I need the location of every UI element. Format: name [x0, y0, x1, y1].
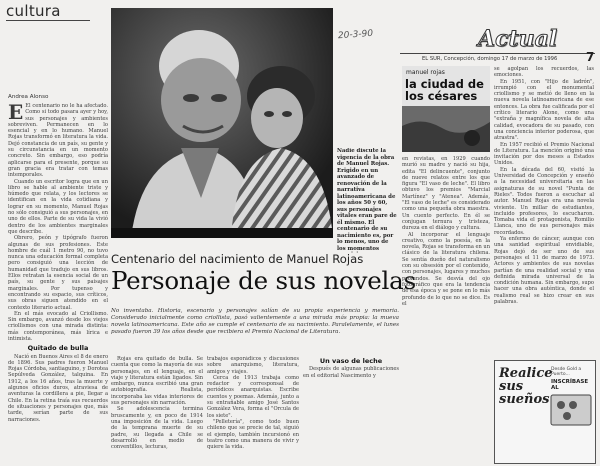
handwritten-note: 20-3-90 [337, 28, 374, 42]
article-column-5 [402, 156, 490, 386]
article-column-3 [207, 356, 299, 464]
subhead: Un vaso de leche [319, 357, 383, 365]
paragraph: Después de algunas publicaciones en el editorial Nascimento y [303, 366, 399, 379]
paragraph: Cerca de 1913 trabaja como redactor y corresponsal de periódicos anarquistas. Escribe cuentos y poemas. Además, junto a su entrañable amigo José Santos González Vera, forma el "Orcula de los siete". [207, 374, 299, 419]
subhead: Quitado de bulla [27, 344, 89, 353]
paragraph: "Pelletería", como todo buen chileno que se precie de tal, siguió el ejemplo, también incursionó en teatro como una manera de vivir y quiere la vida. [207, 418, 299, 451]
ad-line: Desde Gold a Puerto... [551, 367, 582, 377]
photo-caption: Nadie discute la vigencia de la obra de Manuel Rojas. Erigido en un avanzado de renovación de la narrativa latinoamericana de los años 50 y 60, sus personajes vitales eran pare de él mismo. El centenario de su nacimiento es, por lo menos, uno de los momentos [337, 148, 397, 252]
paragraph: En 1951, con "Hijo de ladrón", irrumpió con el monumental criollismo y se metió de lleno en la nueva novela latinoamericana de ese entonces. La obra fue calificada por el crítico literario Alone, como una "extraña y magnífica novela de alta calidad, evocadora de su pasado, con una conciencia interior poderosa, que atrastra". [494, 78, 594, 142]
advertisement [494, 360, 596, 464]
paragraph: Se adolescencia termina bruscamente y, en poco de 1914 una imposición de la vida. Luego de la temprana muerte de su padre, su llegada a Chile se desarrolló en medio de conventillos, lecturas, [111, 406, 203, 451]
headline-title: Personaje de sus novelas [111, 266, 416, 295]
book-author: manuel rojas [406, 69, 445, 76]
article-column-2 [111, 356, 203, 464]
paragraph: en revistas, en 1929 cuando murió su madre y nació su hija, edita "El delincuente", conjunto de nueve relatos entre los que figura "El vaso de leche". El libro obtuvo los premios "Marcial Martínez" y "Atenea". Además, "El vaso de leche" es considerado como una pequeña obra maestra. Un cuento perfecto. En él se conjugan ternura y tristeza, dureza en el diálogo y cultura. [402, 156, 490, 232]
paragraph: En la década del 60, visitó la Universidad de Concepción y enseñó a la necesidad universitaria en las asignaturas de su novel "Punta de Rieles". Todos fueron a escuchar al autor. Manuel Rojas era una novela viviente. Un millar de estudiantes, incluido profesores, lo escucharon. Tomaba vida el protagonista, Romilio Llanca, uno de sus personajes más recordados. [494, 166, 594, 236]
photo-image [111, 8, 333, 238]
paragraph: Rojas era quitado de bulla. Se cuenta que como la mayoría de sus personajes, en el lenguaje, en el viaje y literatura están ligados. Sin embargo, nunca escribió una gran autobiografía. Realista, incorporaba las vidas interiores de sus personajes sin narración. [111, 356, 203, 407]
paragraph: se agolpan los recuerdos, las emociones. [494, 66, 594, 79]
paragraph: trabajos esporádicos y discusiones sobre anarquismo, literatura, amigos y viajes. [207, 356, 299, 375]
paragraph: Cuando un escritor logra que en un libro se hable al ambiente triste y húmedo que relata, y los lectores se identifican en la vida cotidiana y lograr en su momento, Manuel Rojas no sólo consiguió a sus personajes, en uno de ellos. Parte de su vida la vivió dentro de los ambientes marginales que describe. [8, 178, 108, 235]
ad-headline: Realice sus sueños [499, 366, 553, 407]
brand-logo: Actual [478, 26, 558, 52]
drop-cap: E [8, 103, 24, 124]
paragraph: En 1957 recibió el Premio Nacional de Literatura. La mención originó una invitación por dos meses a Estados Unidos. [494, 141, 594, 167]
article-deck: No inventaba. Historia, escenario y personajes salían de su propia experiencia y memoria. Considerado inicialmente como criollista, pasó valientemente a una mirada más propia: la mueva novela latinoamericana. Este año se cumple el centenario de su nacimiento. Paralelamente, el lunes pasado fueron 39 los años desde que recibiera el Premio Nacional de Literatura. [111, 308, 399, 335]
section-label: cultura [6, 2, 61, 20]
lottery-ticket-icon [549, 391, 593, 431]
page-number: 7 [586, 50, 595, 64]
paragraph: Nació en Buenos Aires el 8 de enero de 1896. Sus padres fueron Manuel Rojas Córdoba, santiaguino, y Dorotea Sepúlveda González, talquina. En 1912, a los 16 años, tras la muerte y algunos oficios duros, atraviesa de aventuras la cordillera a pie, llegar a Chile. En la retina traía sus recuerdos de situaciones y personajes que, más tarde, serían parte de sus narraciones. [8, 353, 108, 423]
paragraph: En el más evocado al Criollismo. Sin embargo, avanzó desde los viejos criollismos con una mirada distinta: más contemporánea, más lírica e intimista. [8, 310, 108, 342]
article-column-4 [303, 356, 399, 464]
ad-line: INSCRÍBASE AL [551, 379, 589, 391]
lead-paragraph: E El centenario no le ha afectado. Como si todo pasara ayer y hoy, sus personajes y ambientes sobreviven. Permanecen en lo esencial y en lo humano. Manuel Rojas transformó en literatura la vida. Dejó constancia de un país, su gente y su circunstancia en un momento concreto. Sin embargo, eso podría aplicarse para el presente, porque su gran gracia era tratar con temas intemporales. [8, 103, 108, 179]
paragraph: Obrero, peón y tipógrafo fueron algunas de sus profesiones. Este hombre de cuál 1 metro 90, no tuvo nunca una educación formal completa pero consiguió una lección de humanidad que tradujo en sus libros. Ellos retratan la esencia social de un país, su gente y sus paisajes marginales. Por tupenso y encontrando su espacio, sus críticos, sus obras siguen atendido en el contexto literario actual. [8, 235, 108, 311]
article-column-1 [8, 103, 108, 463]
dateline: EL SUR, Concepción, domingo 17 de marzo de 1996 [422, 56, 558, 62]
paragraph: Al incorporar el lenguaje creativo, como la poesía, en la novela, Rojas se transforma en un clásico de la literatura chilena. Se sentía dueño del naturalismo con su obsesión por el contenido, con personajes, lugares y muchos profundos. Se desvía del ojo fotográfico que era la tendencia de esa época y se pone en lo más profundo de lo que no se dice. Es el [402, 231, 490, 307]
header-rule [6, 20, 90, 21]
portrait-photo [111, 8, 333, 238]
book-title: la ciudad de los césares [405, 77, 484, 103]
author-byline: Andrea Alonso [8, 94, 49, 100]
dateline-rule [400, 53, 595, 54]
book-cover [402, 66, 490, 152]
article-column-6 [494, 66, 594, 356]
headline-kicker: Centenario del nacimiento de Manuel Rojas [111, 252, 364, 266]
paragraph: Ya enfermo de cáncer, aunque con una sanidad espiritual envidiable, Rojas dejó de ser uno de sus personajes el 11 de marzo de 1973. Actores y ambientes de sus novelas partían de una realidad social y una definida mirada universal de la condición humana. Sin embargo, supo hacer una obra auténtica, donde el realismo real se hizo crear en sus palabras. [494, 236, 594, 305]
